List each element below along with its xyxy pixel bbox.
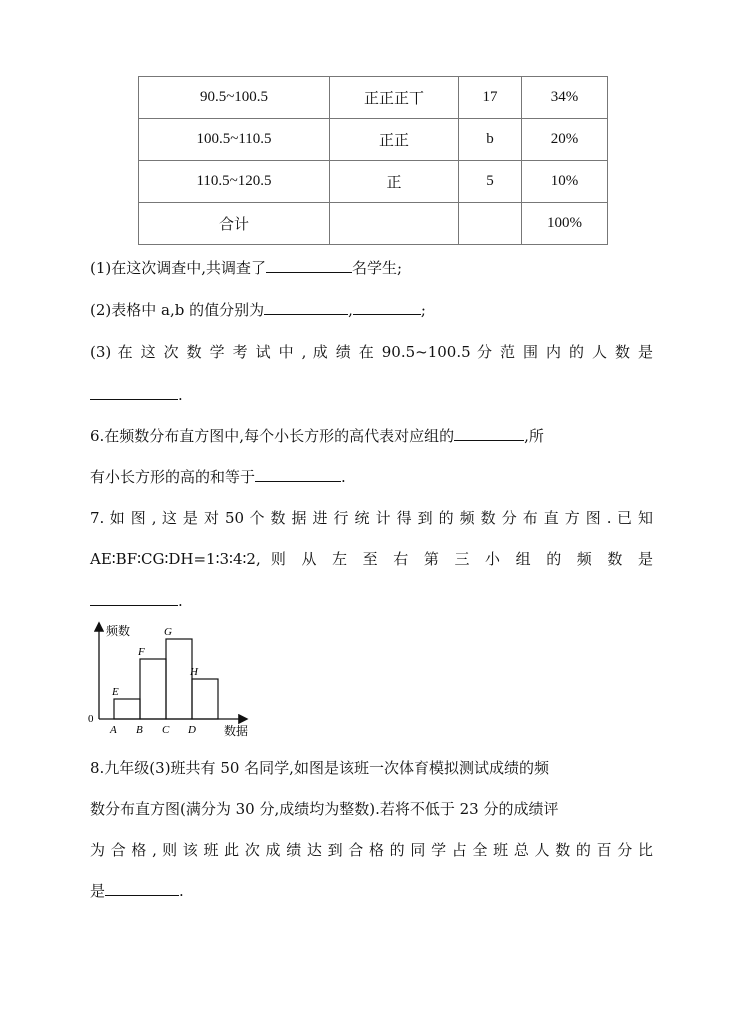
q5-part3-line2	[90, 384, 183, 404]
table-row	[139, 161, 608, 203]
q5-part2-text: (2)表格中 a,b 的值分别为	[90, 301, 265, 319]
q6-line2-period: .	[341, 468, 346, 486]
q5-part1-text: (1)在这次调查中,共调查了	[90, 259, 267, 277]
tally-cell	[330, 203, 459, 245]
q5-part2-suffix: ;	[420, 301, 426, 319]
frequency-table	[138, 76, 608, 245]
histogram-bar	[166, 639, 192, 719]
range-cell: 100.5~110.5	[139, 119, 330, 161]
q6-line1	[90, 425, 544, 446]
q5-part3-period: .	[178, 386, 183, 404]
percent-cell: 100%	[522, 203, 608, 245]
percent-cell: 10%	[522, 161, 608, 203]
q6-text: 6.在频数分布直方图中,每个小长方形的高代表对应组的	[90, 427, 455, 445]
count-cell	[459, 203, 522, 245]
q7-line2: AE∶BF∶CG∶DH=1∶3∶4∶2, 则 从 左 至 右 第 三 小 组 的 频 数 是	[90, 550, 653, 568]
table-row	[139, 119, 608, 161]
x-tick-label: B	[136, 724, 143, 736]
q5-part1-suffix: 名学生;	[352, 259, 403, 277]
histogram-bars	[109, 626, 218, 736]
frequency-histogram	[84, 618, 254, 740]
answer-blank[interactable]	[255, 466, 341, 482]
q5-part2	[90, 299, 426, 320]
percent-cell: 20%	[522, 119, 608, 161]
q5-part3-line1: (3) 在 这 次 数 学 考 试 中 , 成 绩 在 90.5~100.5 分 范 围 内 的 人 数 是	[90, 343, 653, 361]
tally-cell: 正	[330, 161, 459, 203]
q8-period: .	[179, 882, 184, 900]
histogram-bar	[192, 679, 218, 719]
bar-top-label: F	[138, 646, 145, 658]
y-axis-label: 频数	[106, 624, 131, 638]
q7-line3	[90, 590, 183, 610]
count-cell: 17	[459, 77, 522, 119]
q8-line4-text: 是	[90, 882, 106, 900]
histogram-bar	[114, 699, 140, 719]
answer-blank-a[interactable]	[264, 299, 348, 315]
tally-cell: 正正	[330, 119, 459, 161]
tally-cell: 正正正丅	[330, 77, 459, 119]
q7-line1: 7. 如 图 , 这 是 对 50 个 数 据 进 行 统 计 得 到 的 频 数 分 布 直 方 图 . 已 知	[90, 509, 653, 527]
answer-blank[interactable]	[90, 590, 178, 606]
x-axis-label: 数据	[224, 724, 249, 738]
range-cell: 合计	[139, 203, 330, 245]
q6-line2-text: 有小长方形的高的和等于	[90, 468, 256, 486]
answer-blank[interactable]	[454, 425, 524, 441]
range-cell: 90.5~100.5	[139, 77, 330, 119]
x-tick-label: C	[162, 724, 170, 736]
origin-label: 0	[88, 713, 94, 725]
answer-blank[interactable]	[266, 257, 352, 273]
answer-blank[interactable]	[105, 880, 179, 896]
bar-top-label: E	[112, 686, 119, 698]
percent-cell: 34%	[522, 77, 608, 119]
x-tick-label: D	[188, 724, 196, 736]
answer-blank[interactable]	[90, 384, 178, 400]
q8-line1: 8.九年级(3)班共有 50 名同学,如图是该班一次体育模拟测试成绩的频	[90, 759, 549, 777]
q5-part1	[90, 257, 402, 278]
x-tick-label: A	[110, 724, 117, 736]
bar-top-label: G	[164, 626, 172, 638]
range-cell: 110.5~120.5	[139, 161, 330, 203]
q6-line2	[90, 466, 346, 487]
histogram-bar	[140, 659, 166, 719]
table-row	[139, 77, 608, 119]
count-cell: 5	[459, 161, 522, 203]
table-row	[139, 203, 608, 245]
count-cell: b	[459, 119, 522, 161]
answer-blank-b[interactable]	[353, 299, 421, 315]
q5-part2-comma: ,	[348, 301, 353, 319]
q8-line4	[90, 880, 184, 901]
q8-line3: 为 合 格 , 则 该 班 此 次 成 绩 达 到 合 格 的 同 学 占 全 班 总 人 数 的 百 分 比	[90, 841, 653, 859]
bar-top-label: H	[190, 666, 198, 678]
q7-period: .	[178, 592, 183, 610]
q8-line2: 数分布直方图(满分为 30 分,成绩均为整数).若将不低于 23 分的成绩评	[90, 800, 559, 818]
q6-line1-suffix: ,所	[524, 427, 544, 445]
